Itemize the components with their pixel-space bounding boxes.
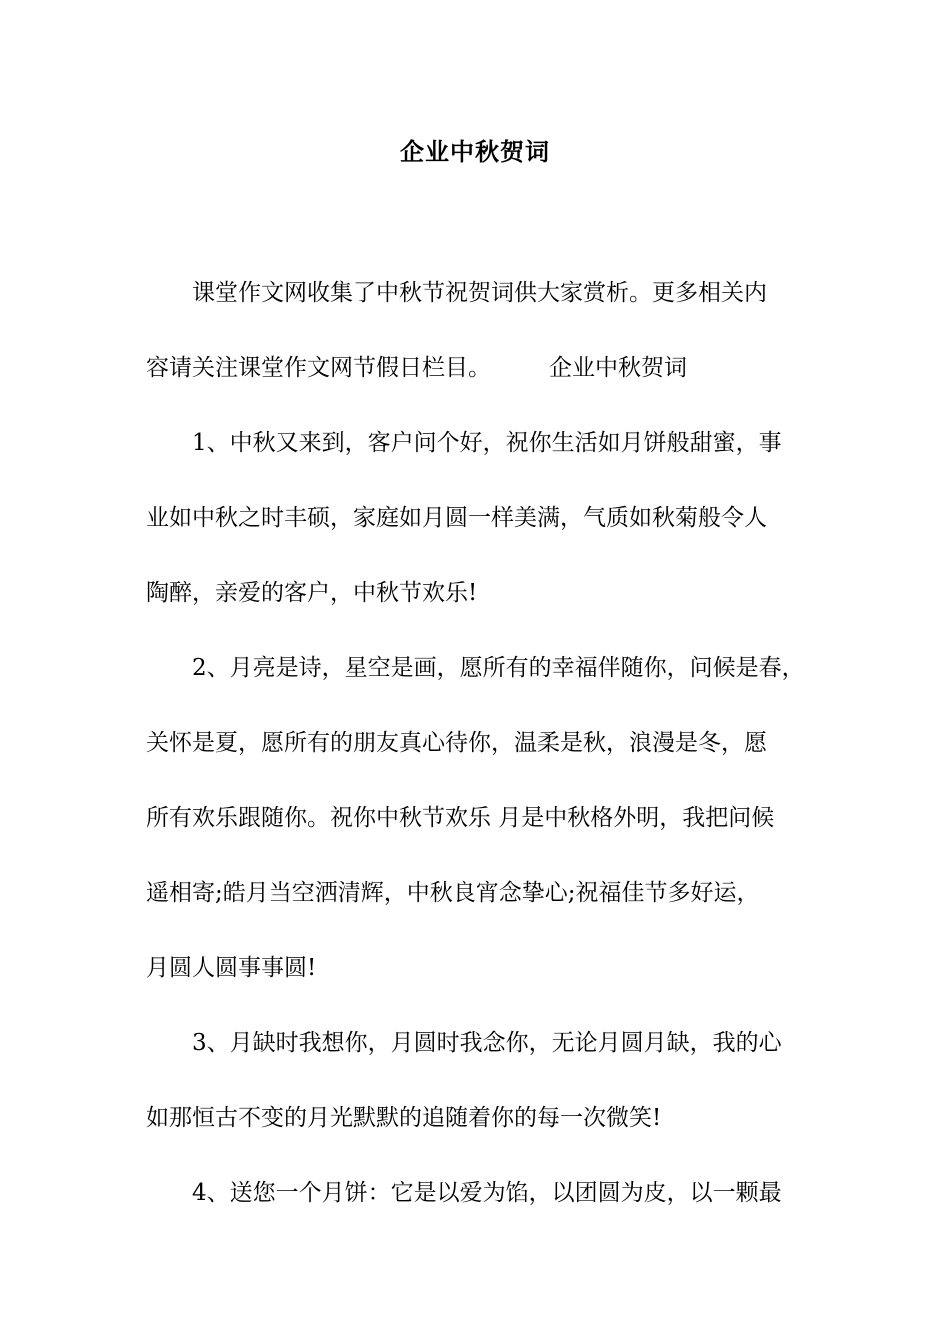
document-title: 企业中秋贺词 bbox=[400, 137, 550, 166]
intro-paragraph bbox=[146, 256, 826, 406]
intro-subtitle: 企业中秋贺词 bbox=[549, 355, 687, 381]
paragraph-4 bbox=[146, 1156, 826, 1231]
p3-line-1: 3、月缺时我想你，月圆时我念你，无论月圆月缺，我的心 bbox=[192, 1030, 782, 1056]
p1-line-3: 陶醉，亲爱的客户，中秋节欢乐! bbox=[146, 580, 478, 606]
p1-line-2: 业如中秋之时丰硕，家庭如月圆一样美满，气质如秋菊般令人 bbox=[146, 505, 767, 531]
paragraph-2 bbox=[146, 631, 826, 1006]
p2-line-5: 月圆人圆事事圆! bbox=[146, 955, 317, 981]
paragraph-3 bbox=[146, 1006, 826, 1156]
paragraph-1 bbox=[146, 406, 826, 631]
p2-line-3: 所有欢乐跟随你。祝你中秋节欢乐 月是中秋格外明，我把问候 bbox=[146, 805, 775, 831]
p1-line-1: 1、中秋又来到，客户问个好，祝你生活如月饼般甜蜜，事 bbox=[192, 430, 782, 456]
intro-line-2-text: 容请关注课堂作文网节假日栏目。 bbox=[146, 355, 491, 381]
intro-line-2 bbox=[146, 331, 826, 406]
p2-line-1: 2、月亮是诗，星空是画，愿所有的幸福伴随你，问候是春， bbox=[192, 655, 805, 681]
p2-line-4: 遥相寄;皓月当空洒清辉，中秋良宵念挚心;祝福佳节多好运， bbox=[146, 880, 760, 906]
p4-line-1: 4、送您一个月饼：它是以爱为馅，以团圆为皮，以一颗最 bbox=[192, 1180, 782, 1206]
p3-line-2: 如那恒古不变的月光默默的追随着你的每一次微笑! bbox=[146, 1105, 662, 1131]
intro-line-1: 课堂作文网收集了中秋节祝贺词供大家赏析。更多相关内 bbox=[192, 280, 767, 306]
document-body bbox=[146, 256, 826, 1231]
p2-line-2: 关怀是夏，愿所有的朋友真心待你，温柔是秋，浪漫是冬，愿 bbox=[146, 730, 767, 756]
